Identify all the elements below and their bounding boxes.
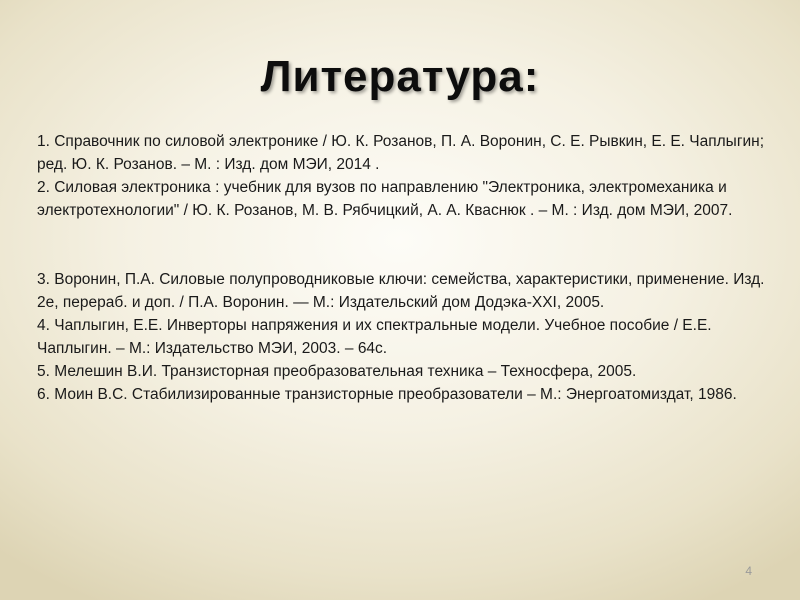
references-list bbox=[37, 130, 777, 406]
reference-item-6: 6. Моин В.С. Стабилизированные транзисторные преобразователи – М.: Энергоатомиздат, 1986. bbox=[37, 386, 737, 403]
reference-item-4: 4. Чаплыгин, Е.Е. Инверторы напряжения и их спектральные модели. Учебное пособие / Е.Е. Чаплыгин. – М.: Издательство МЭИ, 2003. – 64с. bbox=[37, 317, 712, 357]
page-number: 4 bbox=[745, 564, 752, 578]
spacer bbox=[37, 222, 777, 268]
reference-item-2: 2. Силовая электроника : учебник для вузов по направлению "Электроника, электромеханика и электротехнологии" / Ю. К. Розанов, М. В. Рябчицкий, А. А. Кваснюк . – М. : Изд. дом МЭИ, 2007. bbox=[37, 179, 733, 219]
slide-title: Литература: bbox=[260, 52, 540, 101]
reference-item-3: 3. Воронин, П.А. Силовые полупроводниковые ключи: семейства, характеристики, применение. Изд. 2е, перераб. и доп. / П.А. Воронин. — М.: Издательский дом Додэка-XXI, 2005. bbox=[37, 271, 765, 311]
reference-item-1: 1. Справочник по силовой электронике / Ю. К. Розанов, П. А. Воронин, С. Е. Рывкин, Е. Е. Чаплыгин; ред. Ю. К. Розанов. – М. : Изд. дом МЭИ, 2014 . bbox=[37, 133, 764, 173]
reference-item-5: 5. Мелешин В.И. Транзисторная преобразовательная техника – Техносфера, 2005. bbox=[37, 363, 637, 380]
